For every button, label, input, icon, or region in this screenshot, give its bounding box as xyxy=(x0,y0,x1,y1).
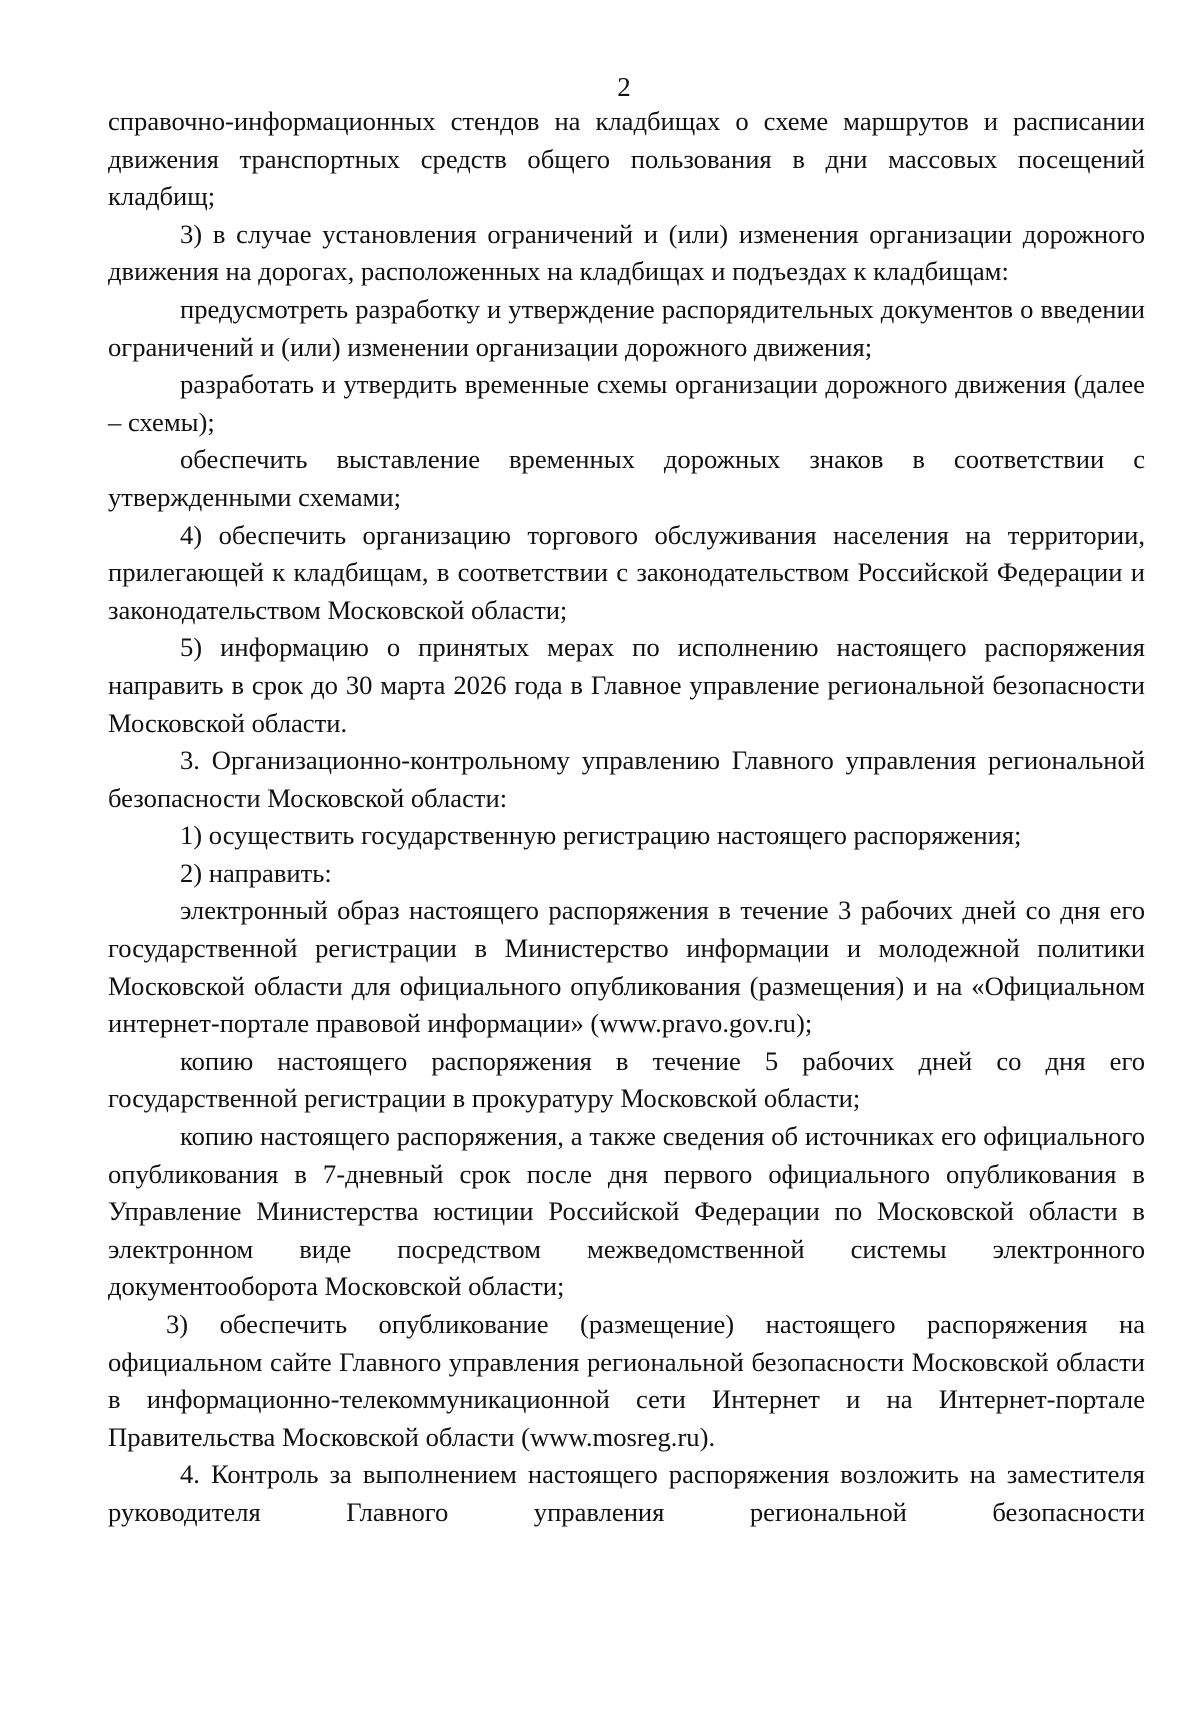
paragraph-copy-prosecutor: копию настоящего распоряжения в течение 5 рабочих дней со дня его государственной регистрации в прокуратуру Московской области; xyxy=(108,1045,1145,1114)
paragraph-electronic-copy: электронный образ настоящего распоряжения в течение 3 рабочих дней со дня его государственной регистрации в Министерство информации и молодежной политики Московской области для официального опубликования (размещения) и на «Официальном интернет-портале правовой информации» (www.pravo.gov.ru); xyxy=(108,895,1145,1039)
paragraph-item-3-publication: 3) обеспечить опубликование (размещение) настоящего распоряжения на официальном сайте Главного управления региональной безопасности Московской области в информационно-телекоммуникационной сети Интернет и на Интернет-портале Правительства Московской области (www.mosreg.ru). xyxy=(108,1309,1145,1452)
paragraph-stands-info: справочно-информационных стендов на кладбищах о схеме маршрутов и расписании движения транспортных средств общего пользования в дни массовых посещений кладбищ; xyxy=(108,106,1145,212)
page-number: 2 xyxy=(617,72,631,102)
document-body xyxy=(108,103,1145,1532)
paragraph-road-signs: обеспечить выставление временных дорожных знаков в соответствии с утвержденными схемами; xyxy=(108,444,1145,512)
paragraph-item-1-registration: 1) осуществить государственную регистрацию настоящего распоряжения; xyxy=(180,820,1022,851)
paragraph-provide-documents: предусмотреть разработку и утверждение распорядительных документов о введении ограничений и (или) изменении организации дорожного движения; xyxy=(108,293,1145,362)
paragraph-item-3-traffic-restrictions: 3) в случае установления ограничений и (или) изменения организации дорожного движения на дорогах, расположенных на кладбищах и подъездах к кладбищам: xyxy=(108,218,1145,287)
paragraph-item-4-trade-service: 4) обеспечить организацию торгового обслуживания населения на территории, прилегающей к кладбищам, в соответствии с законодательством Российской Федерации и законодательством Московской области; xyxy=(108,519,1145,625)
paragraph-section-3-control-department: 3. Организационно-контрольному управлению Главного управления региональной безопасности Московской области: xyxy=(108,745,1145,813)
paragraph-item-2-send: 2) направить: xyxy=(180,857,332,888)
paragraph-item-5-report: 5) информацию о принятых мерах по исполнению настоящего распоряжения направить в срок до 30 марта 2026 года в Главное управление региональной безопасности Московской области. xyxy=(108,632,1145,738)
paragraph-section-4-control: 4. Контроль за выполнением настоящего распоряжения возложить на заместителя руководителя Главного управления региональной безопасности xyxy=(108,1459,1145,1527)
paragraph-temporary-schemes: разработать и утвердить временные схемы организации дорожного движения (далее – схемы); xyxy=(108,369,1145,437)
paragraph-copy-justice-ministry: копию настоящего распоряжения, а также сведения об источниках его официального опубликования в 7-дневный срок после дня первого официального опубликования в Управление Министерства юстиции Российской Федерации по Московской области в электронном виде посредством межведомственной системы электронного документооборота Московской области; xyxy=(108,1121,1145,1302)
